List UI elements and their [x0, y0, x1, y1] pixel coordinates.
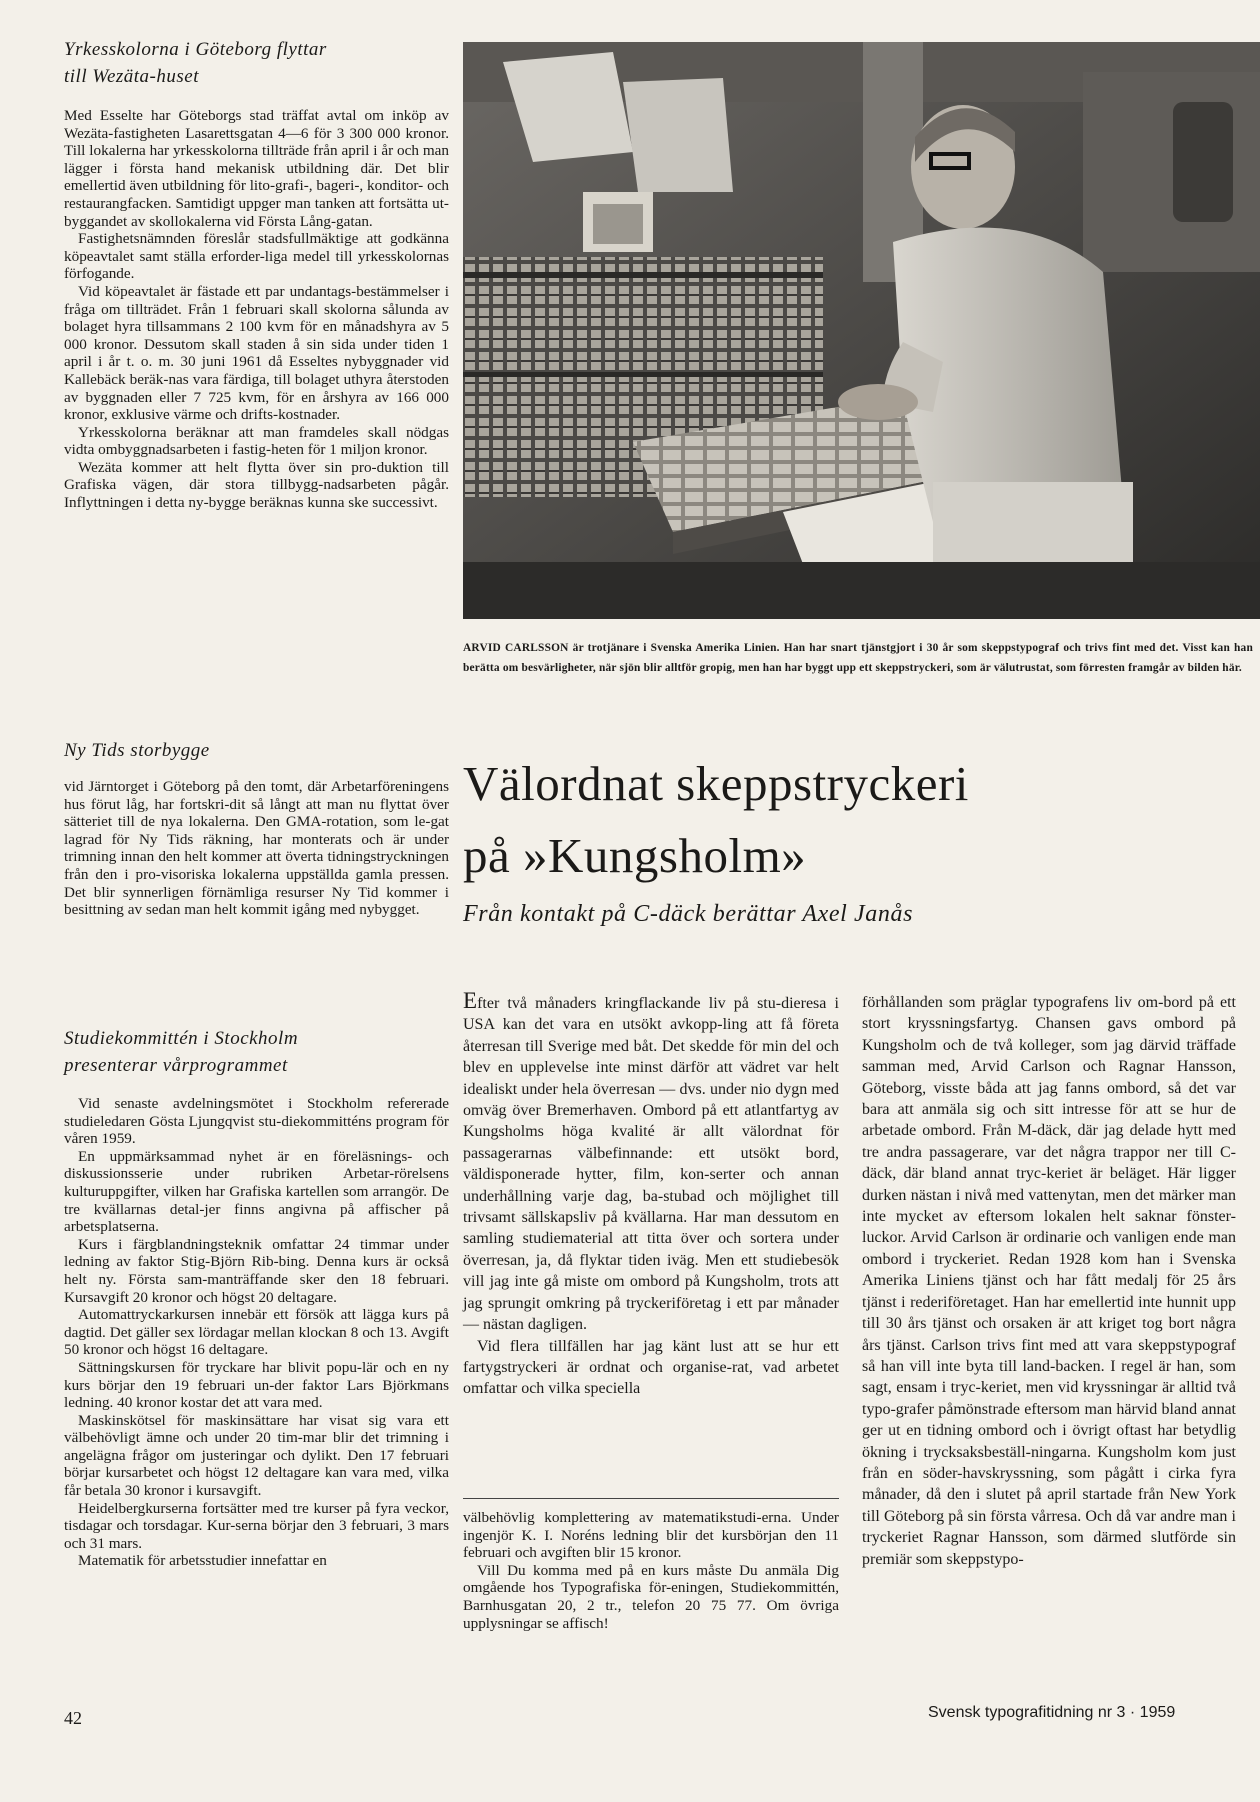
studie-title-line1: Studiekommittén i Stockholm	[64, 1028, 299, 1049]
studie-para-4: Automattryckarkursen innebär ett försök att lägga kurs på dagtid. Det gäller sex lördagar mellan klockan 8 och 13. Avgift 50 kronor och högst 16 deltagare.	[64, 1306, 449, 1359]
nytid-title: Ny Tids storbygge	[64, 740, 210, 761]
studie-para-8: Matematik för arbetsstudier innefattar en	[78, 1552, 327, 1570]
article-nytid	[64, 737, 449, 919]
drop-initial: E	[463, 988, 478, 1013]
wezata-para-3: Vid köpeavtalet är fästade ett par undantags-bestämmelser i fråga om tillträdet. Från 1 februari skall skolorna sålunda av bolaget hyra tillsammans 2 100 kvm för en månadshyra av 5 000 kronor. Dessutom skall staden å sin sida under tiden 1 april i år t. o. m. 30 juni 1961 då Esseltes nybyggnader vid Kallebäck beräk-nas vara färdiga, till bolaget uthyra återstoden av byggnaden eller 7 725 kvm, för en årshyra av 166 000 kronor, exklusive värme och drifts-kostnader.	[64, 282, 449, 424]
studie-para-2: En uppmärksammad nyhet är en föreläsnings- och diskussionsserie under rubriken Arbetar-rörelsens kulturuppgifter, vilken har Grafiska kartellen som arrangör. De tre kvällarnas detal-jer finns angivna på affischer på arbetsplatserna.	[64, 1147, 449, 1236]
article-studie	[64, 1025, 449, 1570]
feature-para-1-text: fter två månaders kringflackande liv på stu-dieresa i USA kan det vara en utsökt avkopp-ling att få företa återresan till Sverige med båt. Det skedde för min del och blev en upplevelse inte minst därför att vädret var helt idealiskt under hela överresan — dvs. under nio dygn med omväg över Bremerhaven. Ombord på ett atlantfartyg av Kungsholms höga kvalité är allt välordnat för passagerarnas välbefinnande: ett utsökt bord, väldisponerade hytter, film, kon-serter och annan underhållning varje dag, ba-stubad och möjlighet till trivsamt sällskapsliv på kvällarna. Har man dessutom en samling studiematerial att titta över och sortera under överresan, ja, då flyktar tiden iväg. Men ett studiebesök vill jag inte gå miste om ombord på Kungsholm, trots att jag sprungit omkring på tryckeriföretag i ett par månader — nästan dagligen.	[463, 995, 839, 1334]
headline-line1: Välordnat skeppstryckeri	[463, 756, 969, 811]
studie-para-6: Maskinskötsel för maskinsättare har visat sig vara ett välbehövligt ämne och under 20 tim-mar blir det trimning i angelägna frågor om justeringar och dylikt. Den 17 februari börjar kursarbetet och högst 12 deltagare kan vara med, vilka får betala 30 kronor i kursavgift.	[64, 1411, 449, 1500]
feature-byline: Från kontakt på C-däck berättar Axel Janås	[463, 901, 914, 927]
feature-headline	[463, 748, 1253, 892]
divider-rule	[463, 1498, 839, 1499]
studie-para-7: Heidelbergkurserna fortsätter med tre kurser på fyra veckor, tisdagar och torsdagar. Kur-serna börjar den 3 februari, 3 mars och 31 mars.	[64, 1499, 449, 1552]
feature-col2-text: förhållanden som präglar typografens liv om-bord på ett stort kryssningsfartyg. Chansen gavs ombord på Kungsholm och de två kolleger, som jag därvid träffade samman med, Arvid Carlson och Ragnar Hansson, Göteborg, visste båda att jag fanns ombord, så det var bara att anmäla sig och sitt intresse för att se hur de arbetade ombord. Från M-däck, där jag delade hytt med tre andra passagerare, var det några trappor ner till C-däck, där bland annat tryc-keriet är beläget. Här ligger durken nästan i nivå med vattenytan, men det märker man inte mycket av eftersom lokalen helt saknar fönster-luckor. Arvid Carlson är ordinarie och vanligen ende man ombord i tryckeriet. Redan 1928 kom han i Svenska Amerika Liniens tjänst och har fått medalj för 25 års tjänst i rederiföretaget. Han har emellertid inte hunnit upp till 30 års tjänst och orsaken är att kriget tog bort några års tjänst. Carlson trivs fint med att vara skeppstypograf så han vill inte byta till land-backen. I regel är han, som sagt, ensam i tryc-keriet, men vid kryssningar är alltid två typo-grafer påmönstrade eftersom man härvid bland annat ger ut en tidning ombord och i övrigt oftast har betydlig ökning i trycksaksbeställ-ningarna. Kungsholm kom just från en söder-havskryssning, som pågått i cirka fyra månader, då den i slutet på april startade från New York till Göteborg på sin första vårresa. Och då var andre man i tryckeriet Ragnar Hansson, som därmed slutförde sin premiär som skeppstypo-	[862, 994, 1236, 1568]
studie-cont-para-1: välbehövlig komplettering av matematikstudi-erna. Under ingenjör K. I. Noréns ledning blir det kursbörjan den 11 februari och avgiften blir 15 kronor.	[463, 1509, 839, 1562]
feature-column-2	[862, 992, 1236, 1570]
headline-line2: på »Kungsholm»	[463, 828, 807, 883]
wezata-para-5: Wezäta kommer att helt flytta över sin pro-duktion till Grafiska vägen, där stora tillbygg-nadsarbeten pågår. Inflyttningen i detta ny-bygge beräknas kunna ske successivt.	[64, 458, 449, 512]
article-wezata	[64, 36, 449, 512]
feature-para-1	[463, 988, 839, 1336]
feature-para-2: Vid flera tillfällen har jag känt lust att se hur ett fartygstryckeri är ordnat och organise-rat, vad arbetet omfattar och vilka speciella	[463, 1337, 839, 1398]
wezata-para-2: Fastighetsnämnden föreslår stadsfullmäktige att godkänna köpeavtalet samt ställa erforder-liga medel till yrkesskolornas förfogande.	[64, 230, 449, 283]
photo-caption	[463, 639, 1253, 677]
magazine-footer: Svensk typografitidning nr 3 · 1959	[928, 1704, 1176, 1721]
caption-text: är trotjänare i Svenska Amerika Linien. Han har snart tjänstgjort i 30 år som skeppstypograf och trivs fint med det. Visst kan han berätta om besvärligheter, när sjön blir alltför gropig, men han har byggt upp ett skeppstryckeri, som är välutrustat, som förresten framgår av bilden här.	[463, 642, 1253, 674]
wezata-title-line2: till Wezäta-huset	[64, 66, 199, 87]
page-number: 42	[64, 1708, 82, 1728]
wezata-para-4: Yrkesskolorna beräknar att man framdeles skall nödgas vidta ombyggnadsarbeten i fastig-heten för 1 miljon kronor.	[64, 423, 449, 459]
studie-para-1: Vid senaste avdelningsmötet i Stockholm refererade studieledaren Gösta Ljungqvist stu-diekommitténs program för våren 1959.	[64, 1095, 449, 1148]
studie-title-line2: presenterar vårprogrammet	[64, 1055, 288, 1076]
feature-column-1	[463, 988, 839, 1400]
photo-illustration	[463, 42, 1260, 619]
nytid-para-1: vid Järntorget i Göteborg på den tomt, där Arbetarföreningens hus förut låg, har fortskri-dit så långt att man nu flyttat över sätteriet till de nya lokalerna. Den GMA-rotation, som le-gat lagrad för Ny Tids räkning, har monterats och är under trimning innan den helt kommer att överta tidningstryckningen från den i pro-visoriska lokalerna uppställda gamla pressen. Det blir synnerligen förnämliga resurser Ny Tid kommer i besittning av sedan man helt kommit igång med nybygget.	[64, 778, 449, 919]
wezata-title-line1: Yrkesskolorna i Göteborg flyttar	[64, 39, 327, 60]
wezata-para-1: Med Esselte har Göteborgs stad träffat avtal om inköp av Wezäta-fastigheten Lasarettsgatan 4—6 för 3 300 000 kronor. Till lokalerna har yrkesskolorna tillträde från april i år och man lägger i första hand mekanisk utbildning där. Det blir emellertid även utbildning för lito-grafi-, bageri-, konditor- och restaurangfacken. Samtidigt uppger man tanken att fortsätta ut-byggandet av skollokalerna vid Första Lång-gatan.	[64, 107, 449, 230]
studie-para-3: Kurs i färgblandningsteknik omfattar 24 timmar under ledning av faktor Stig-Björn Rib-bing. Denna kurs är också helt ny. Första sam-manträffande sker den 18 februari. Kursavgift 20 kronor och högst 20 deltagare.	[64, 1235, 449, 1306]
studie-continuation	[463, 1509, 839, 1632]
photo-print-shop	[463, 42, 1260, 619]
studie-cont-para-2: Vill Du komma med på en kurs måste Du anmäla Dig omgående hos Typografiska för-eningen, Studiekommittén, Barnhusgatan 20, 2 tr., telefon 20 75 77. Om övriga upplysningar se affisch!	[463, 1561, 839, 1632]
caption-name: ARVID CARLSSON	[463, 642, 569, 655]
studie-para-5: Sättningskursen för tryckare har blivit popu-lär och en ny kurs börjar den 19 februari un-der faktor Lars Björkmans ledning. 40 kronor kostar det att vara med.	[64, 1358, 449, 1412]
